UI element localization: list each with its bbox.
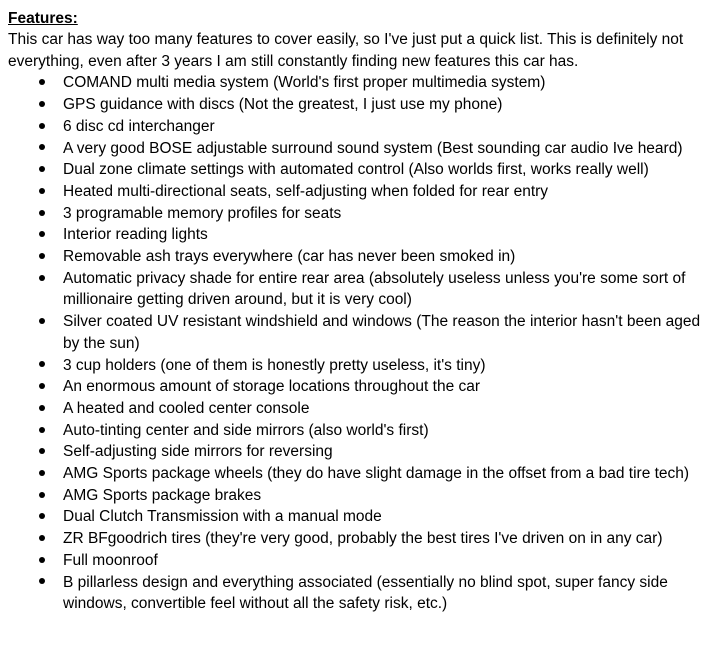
bullet-icon [37, 463, 47, 485]
list-item [8, 463, 708, 485]
list-item-text: Removable ash trays everywhere (car has never been smoked in) [63, 248, 516, 266]
list-item [8, 94, 708, 116]
list-item [8, 116, 708, 138]
list-item-text: Silver coated UV resistant windshield and windows (The reason the interior hasn't been aged by the sun) [63, 313, 701, 352]
bullet-icon [37, 116, 47, 138]
list-item-text: Self-adjusting side mirrors for reversing [63, 443, 333, 461]
list-item [8, 398, 708, 420]
list-item [8, 506, 708, 528]
bullet-icon [37, 485, 47, 507]
list-item [8, 138, 708, 160]
list-item [8, 72, 708, 94]
list-item-text: B pillarless design and everything associated (essentially no blind spot, super fancy side windows, convertible feel without all the safety risk, etc.) [63, 573, 668, 613]
list-item-text: Interior reading lights [63, 226, 208, 244]
list-item-text: ZR BFgoodrich tires (they're very good, probably the best tires I've driven on in any car) [63, 530, 663, 548]
list-item-text: 3 cup holders (one of them is honestly pretty useless, it's tiny) [63, 356, 486, 374]
list-item [8, 376, 708, 398]
list-item-text: AMG Sports package brakes [63, 486, 262, 504]
bullet-icon [37, 224, 47, 246]
bullet-icon [37, 441, 47, 463]
list-item [8, 181, 708, 203]
list-item [8, 268, 708, 311]
list-item [8, 246, 708, 268]
bullet-icon [37, 528, 47, 550]
bullet-icon [37, 550, 47, 572]
list-item-text: COMAND multi media system (World's first proper multimedia system) [63, 74, 546, 92]
bullet-icon [37, 398, 47, 420]
list-item-text: A very good BOSE adjustable surround sound system (Best sounding car audio Ive heard) [63, 139, 683, 157]
list-item-text: Automatic privacy shade for entire rear area (absolutely useless unless you're some sort of millionaire getting driven around, but it is very cool) [63, 269, 686, 309]
list-item-text: AMG Sports package wheels (they do have slight damage in the offset from a bad tire tech) [63, 465, 690, 483]
list-item-text: Dual Clutch Transmission with a manual mode [63, 508, 382, 526]
list-item [8, 355, 708, 377]
list-item-text: Dual zone climate settings with automated control (Also worlds first, works really well) [63, 161, 649, 179]
feature-list [8, 72, 708, 615]
bullet-icon [37, 355, 47, 377]
bullet-icon [37, 268, 47, 290]
list-item [8, 441, 708, 463]
bullet-icon [37, 181, 47, 203]
list-item [8, 485, 708, 507]
intro-paragraph: This car has way too many features to cover easily, so I've just put a quick list. This is definitely not everything, even after 3 years I am still constantly finding new features this car has. [8, 31, 684, 70]
bullet-icon [37, 246, 47, 268]
list-item [8, 159, 708, 181]
list-item-text: Auto-tinting center and side mirrors (also world's first) [63, 421, 429, 439]
bullet-icon [37, 572, 47, 594]
bullet-icon [37, 72, 47, 94]
list-item [8, 420, 708, 442]
bullet-icon [37, 420, 47, 442]
list-item [8, 572, 708, 615]
list-item-text: Heated multi-directional seats, self-adjusting when folded for rear entry [63, 182, 549, 200]
bullet-icon [37, 94, 47, 116]
bullet-icon [37, 203, 47, 225]
list-item [8, 550, 708, 572]
list-item [8, 224, 708, 246]
list-item-text: An enormous amount of storage locations throughout the car [63, 378, 481, 396]
bullet-icon [37, 138, 47, 160]
list-item [8, 203, 708, 225]
list-item-text: 3 programable memory profiles for seats [63, 204, 342, 222]
list-item-text: GPS guidance with discs (Not the greatest, I just use my phone) [63, 96, 503, 114]
list-item [8, 311, 708, 354]
list-item [8, 528, 708, 550]
bullet-icon [37, 376, 47, 398]
bullet-icon [37, 159, 47, 181]
bullet-icon [37, 311, 47, 333]
list-item-text: Full moonroof [63, 551, 158, 569]
list-item-text: 6 disc cd interchanger [63, 117, 215, 135]
list-item-text: A heated and cooled center console [63, 399, 310, 417]
bullet-icon [37, 506, 47, 528]
section-heading: Features: [8, 10, 78, 27]
